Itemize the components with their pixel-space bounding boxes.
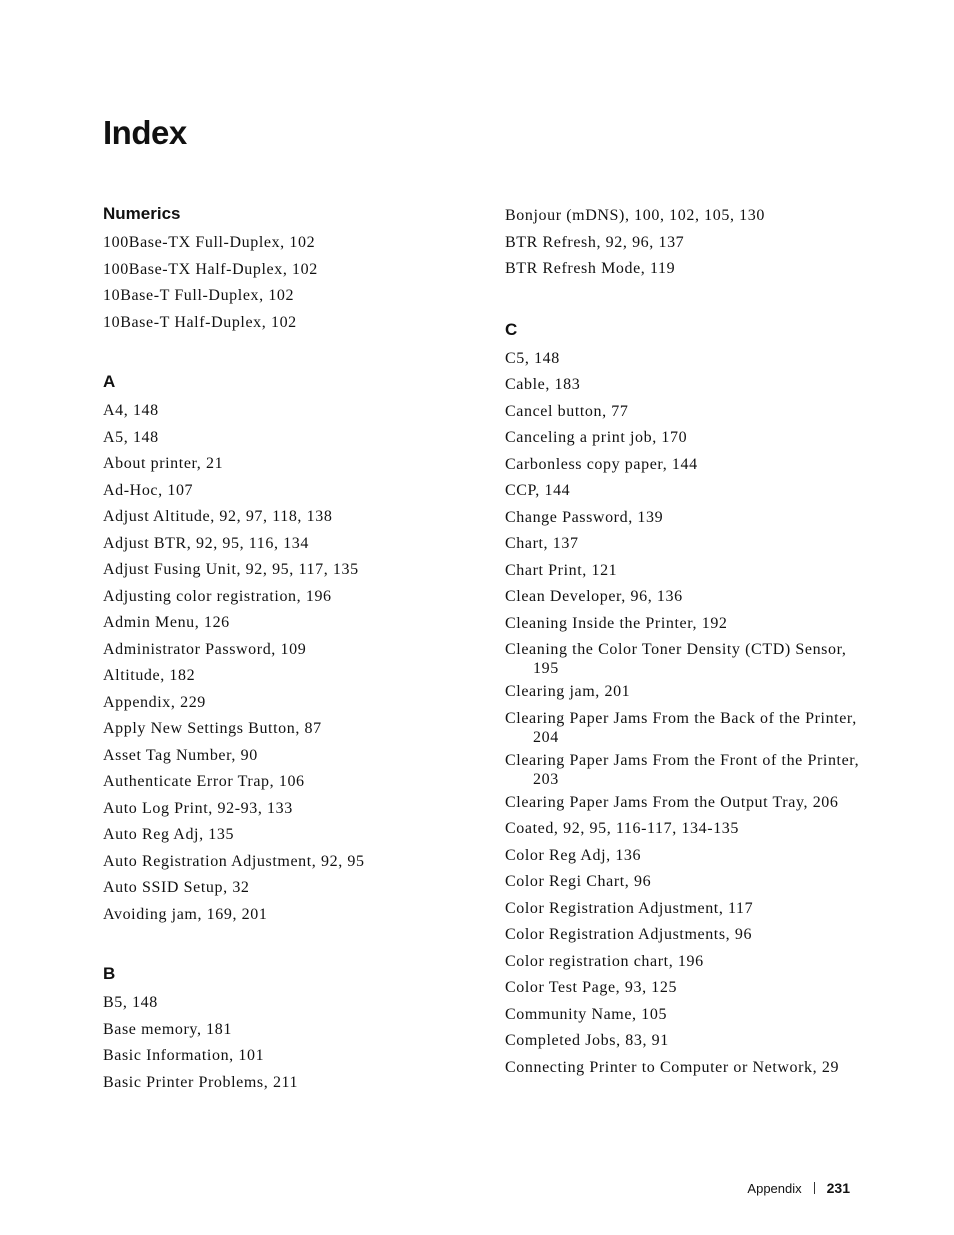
- index-entry: Basic Information, 101: [103, 1047, 265, 1064]
- index-entry: Bonjour (mDNS), 100, 102, 105, 130: [505, 207, 765, 224]
- index-entry: Color Test Page, 93, 125: [505, 979, 678, 996]
- index-entry: Clean Developer, 96, 136: [505, 588, 683, 605]
- index-entry: Basic Printer Problems, 211: [103, 1073, 299, 1091]
- index-entry: BTR Refresh Mode, 119: [505, 260, 676, 277]
- entry-list-b-continued: [505, 202, 865, 282]
- index-entry: Change Password, 139: [505, 508, 664, 526]
- index-entry: Community Name, 105: [505, 1005, 668, 1023]
- index-entry: Adjust BTR, 92, 95, 116, 134: [103, 534, 309, 552]
- footer-section: Appendix: [747, 1180, 802, 1196]
- index-entry: 100Base-TX Full-Duplex, 102: [103, 234, 316, 251]
- index-entry: Chart Print, 121: [505, 561, 618, 579]
- index-entry: Administrator Password, 109: [103, 640, 307, 658]
- index-entry: Color Registration Adjustment, 117: [505, 899, 754, 917]
- page-footer: [747, 1180, 850, 1196]
- index-entry: Clearing Paper Jams From the Front of the Printer, 203: [505, 751, 860, 788]
- entry-list-b: [103, 989, 463, 1095]
- index-entry: Authenticate Error Trap, 106: [103, 773, 305, 790]
- index-entry: CCP, 144: [505, 482, 571, 499]
- index-entry: Altitude, 182: [103, 667, 196, 684]
- entry-list-a: [103, 397, 463, 927]
- index-entry: Auto SSID Setup, 32: [103, 879, 250, 896]
- section-heading-a: A: [103, 372, 116, 391]
- index-entry: Color Registration Adjustments, 96: [505, 926, 753, 943]
- index-entry: Connecting Printer to Computer or Network, 29: [505, 1058, 840, 1076]
- index-entry: A5, 148: [103, 428, 159, 446]
- index-entry: Avoiding jam, 169, 201: [103, 905, 268, 923]
- index-entry: Clearing Paper Jams From the Back of the Printer, 204: [505, 709, 857, 746]
- index-entry: Coated, 92, 95, 116-117, 134-135: [505, 820, 739, 837]
- entry-list-numerics: [103, 229, 463, 335]
- index-entry: B5, 148: [103, 994, 158, 1011]
- index-entry: Cleaning Inside the Printer, 192: [505, 614, 728, 632]
- index-entry: Color Reg Adj, 136: [505, 846, 642, 864]
- index-entry: Canceling a print job, 170: [505, 429, 688, 446]
- index-entry: Admin Menu, 126: [103, 614, 230, 631]
- index-entry: Cleaning the Color Toner Density (CTD) Sensor, 195: [505, 641, 847, 677]
- index-entry: Auto Reg Adj, 135: [103, 826, 235, 843]
- index-entry: 100Base-TX Half-Duplex, 102: [103, 260, 318, 278]
- index-entry: Appendix, 229: [103, 693, 206, 711]
- index-entry: Ad-Hoc, 107: [103, 481, 194, 499]
- index-entry: Clearing Paper Jams From the Output Tray, 206: [505, 793, 839, 811]
- index-column-right: [505, 202, 865, 1080]
- section-heading-numerics: Numerics: [103, 204, 181, 223]
- section-heading-c: C: [505, 319, 518, 339]
- index-entry: Color registration chart, 196: [505, 952, 704, 970]
- index-entry: Chart, 137: [505, 535, 579, 552]
- index-entry: C5, 148: [505, 349, 560, 367]
- index-entry: Adjust Fusing Unit, 92, 95, 117, 135: [103, 561, 359, 578]
- page-number: 231: [826, 1180, 850, 1196]
- section-heading-b: B: [103, 964, 116, 983]
- entry-list-c: [505, 345, 865, 1081]
- footer-divider: [814, 1182, 815, 1194]
- index-entry: Adjust Altitude, 92, 97, 118, 138: [103, 508, 333, 525]
- index-entry: 10Base-T Full-Duplex, 102: [103, 287, 295, 304]
- index-entry: Base memory, 181: [103, 1020, 232, 1038]
- index-entry: Adjusting color registration, 196: [103, 587, 332, 605]
- index-entry: Auto Log Print, 92-93, 133: [103, 799, 293, 817]
- index-entry: 10Base-T Half-Duplex, 102: [103, 313, 297, 331]
- index-entry: Asset Tag Number, 90: [103, 746, 258, 764]
- index-column-left: [103, 202, 463, 1095]
- index-entry: Completed Jobs, 83, 91: [505, 1032, 669, 1049]
- index-entry: Color Regi Chart, 96: [505, 873, 652, 890]
- index-entry: Auto Registration Adjustment, 92, 95: [103, 852, 365, 870]
- index-entry: Cable, 183: [505, 376, 581, 393]
- index-entry: Cancel button, 77: [505, 402, 629, 420]
- index-entry: Apply New Settings Button, 87: [103, 720, 322, 737]
- index-entry: Carbonless copy paper, 144: [505, 455, 698, 473]
- index-entry: Clearing jam, 201: [505, 683, 631, 700]
- index-entry: About printer, 21: [103, 455, 224, 472]
- index-entry: A4, 148: [103, 402, 159, 419]
- page-title: Index: [103, 114, 187, 151]
- index-entry: BTR Refresh, 92, 96, 137: [505, 233, 685, 251]
